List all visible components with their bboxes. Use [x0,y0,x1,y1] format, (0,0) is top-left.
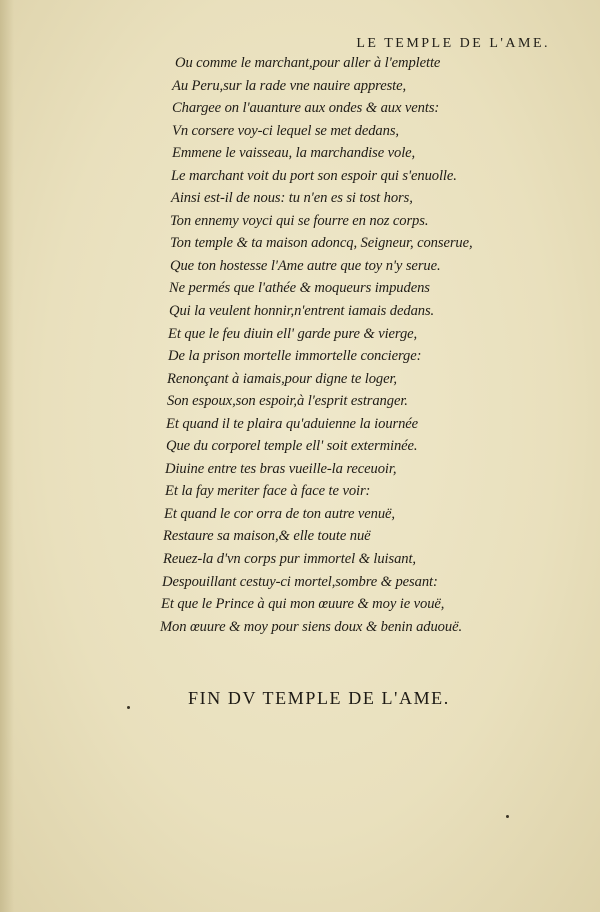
poem-line: Qui la veulent honnir,n'entrent iamais dedans. [169,303,435,320]
poem-line: Et la fay meriter face à face te voir: [165,483,371,500]
poem-line: Ne permés que l'athée & moqueurs impudens [169,280,430,297]
running-header: LE TEMPLE DE L'AME. [356,36,550,51]
poem-line: Renonçant à iamais,pour digne te loger, [167,370,397,387]
poem-line: Restaure sa maison,& elle toute nuë [163,528,371,545]
closing-title: FIN DV TEMPLE DE L'AME. [188,688,450,708]
poem-line: Diuine entre tes bras vueille-la receuoir, [165,460,397,477]
poem-line: Ton temple & ta maison adoncq, Seigneur, conserue, [170,235,473,252]
poem-line: Son espoux,son espoir,à l'esprit estranger. [167,393,408,410]
poem-line: Reuez-la d'vn corps pur immortel & luisant, [163,551,416,568]
ink-speck [506,815,509,818]
poem-body [158,52,538,638]
poem-line: Que ton hostesse l'Ame autre que toy n'y serue. [170,257,441,274]
poem-line: De la prison mortelle immortelle concierge: [168,348,422,365]
poem-line: Que du corporel temple ell' soit exterminée. [166,438,418,455]
poem-line: Vn corsere voy-ci lequel se met dedans, [172,122,399,139]
poem-line: Ou comme le marchant,pour aller à l'emplette [175,55,441,71]
page-shadow-edge [0,0,14,912]
poem-line: Ton ennemy voyci qui se fourre en noz corps. [170,212,429,229]
poem-line: Et quand il te plaira qu'aduienne la iournée [166,415,419,432]
poem-line: Mon œuure & moy pour siens doux & benin aduouë. [160,618,463,635]
poem-line: Au Peru,sur la rade vne nauire appreste, [172,77,407,94]
poem-line: Et quand le cor orra de ton autre venuë, [164,505,395,522]
poem-line: Et que le Prince à qui mon œuure & moy ie vouë, [161,596,445,613]
ink-speck [127,706,130,709]
poem-line: Le marchant voit du port son espoir qui s'enuolle. [171,167,457,184]
poem-line: Emmene le vaisseau, la marchandise vole, [172,145,416,162]
poem-line: Et que le feu diuin ell' garde pure & vierge, [168,325,418,342]
poem-line: Ainsi est-il de nous: tu n'en es si tost hors, [171,190,413,207]
poem-line: Chargee on l'auanture aux ondes & aux vents: [172,100,440,117]
poem-line: Despouillant cestuy-ci mortel,sombre & pesant: [162,573,438,590]
